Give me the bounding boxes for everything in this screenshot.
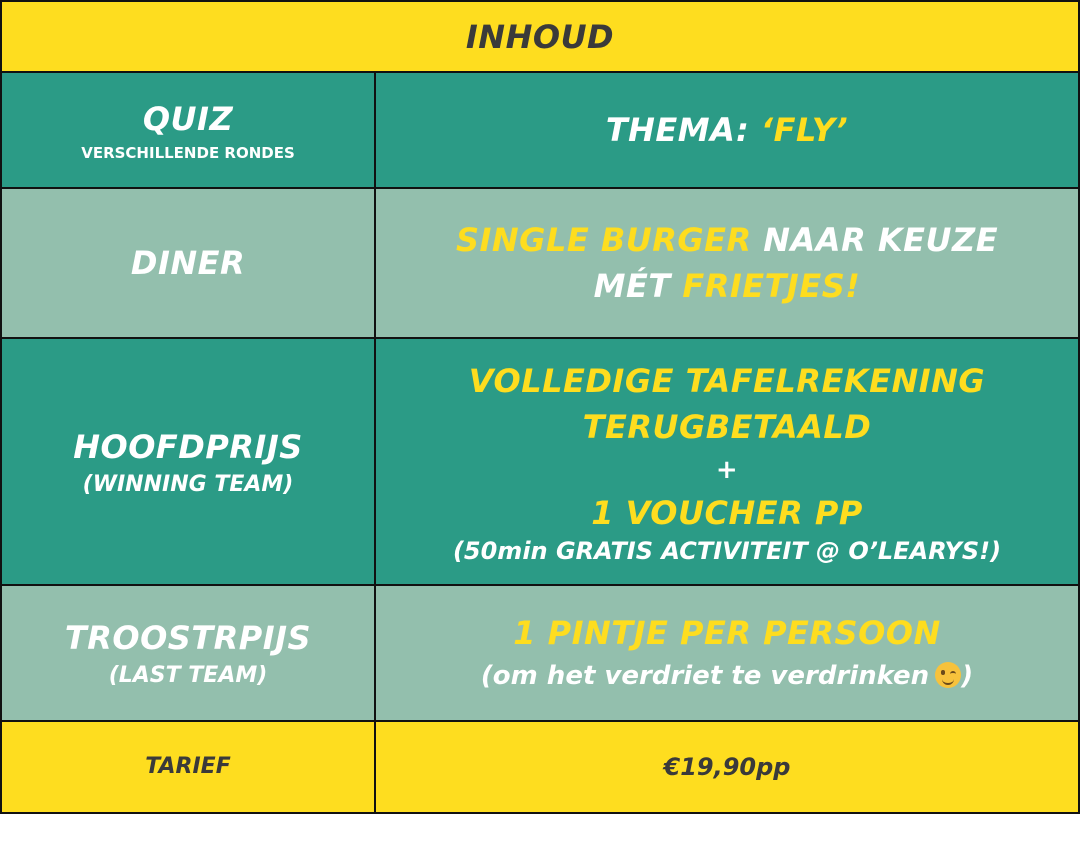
diner-choice: NAAR KEUZE	[751, 221, 999, 259]
troostprijs-label-cell	[0, 584, 376, 722]
troostprijs-value-cell	[374, 584, 1080, 722]
tarief-label-cell	[0, 720, 376, 814]
quiz-value-cell	[374, 71, 1080, 189]
quiz-sublabel: VERSCHILLENDE RONDES	[81, 144, 295, 162]
tarief-price: €19,90pp	[663, 753, 791, 781]
hoofdprijs-voucher-detail: (50min GRATIS ACTIVITEIT @ O’LEARYS!)	[452, 536, 1002, 565]
diner-label: DINER	[130, 244, 246, 282]
hoofdprijs-line1: VOLLEDIGE TAFELREKENING	[468, 361, 986, 400]
quiz-label-cell	[0, 71, 376, 189]
hoofdprijs-plus: +	[715, 454, 739, 485]
hoofdprijs-voucher: 1 VOUCHER PP	[591, 493, 863, 532]
troostprijs-label: TROOSTRPIJS	[64, 619, 312, 657]
winking-face-icon	[935, 662, 961, 688]
quiz-label: QUIZ	[142, 100, 234, 138]
diner-value-cell	[374, 187, 1080, 339]
quiz-theme-prefix: THEMA:	[605, 111, 761, 149]
quiz-theme-name: ‘FLY’	[760, 111, 849, 149]
diner-label-cell	[0, 187, 376, 339]
hoofdprijs-label: HOOFDPRIJS	[73, 427, 303, 466]
header-title: INHOUD	[465, 17, 615, 56]
diner-burger: SINGLE BURGER	[455, 221, 752, 259]
hoofdprijs-line2: TERUGBETAALD	[582, 407, 872, 446]
hoofdprijs-sublabel: (WINNING TEAM)	[82, 471, 294, 497]
tarief-label: TARIEF	[145, 754, 231, 779]
tarief-value-cell	[374, 720, 1080, 814]
troostprijs-line1: 1 PINTJE PER PERSOON	[513, 614, 941, 652]
troostprijs-line2: (om het verdriet te verdrinken	[480, 661, 930, 691]
troostprijs-line2-end: )	[961, 661, 974, 691]
diner-fries: FRIETJES!	[682, 267, 861, 305]
hoofdprijs-value-cell	[374, 337, 1080, 586]
diner-with: MÉT	[593, 267, 683, 305]
troostprijs-sublabel: (LAST TEAM)	[108, 663, 268, 688]
hoofdprijs-label-cell	[0, 337, 376, 586]
table-header	[0, 0, 1080, 73]
